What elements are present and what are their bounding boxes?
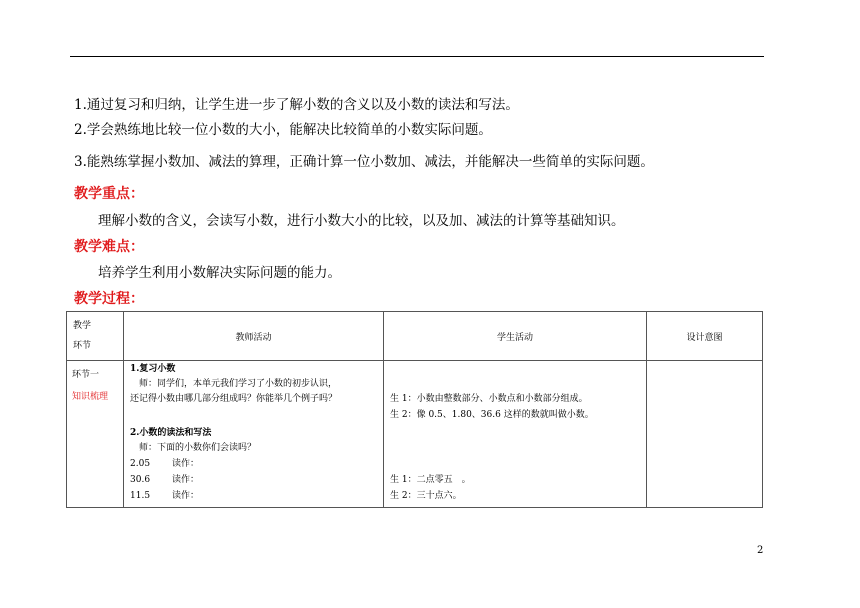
student-cell [384, 361, 647, 508]
lesson-table [66, 311, 763, 508]
reading-number: 2.05 [130, 459, 151, 469]
key-points-text: 理解小数的含义，会读写小数，进行小数大小的比较，以及加、减法的计算等基础知识。 [98, 213, 625, 229]
teacher-line: 还记得小数由哪几部分组成吗？你能举几个例子吗？ [130, 394, 338, 404]
objective-1: 1.通过复习和归纳，让学生进一步了解小数的含义以及小数的读法和写法。 [74, 97, 519, 113]
reading-row [130, 474, 200, 487]
objective-2: 2.学会熟练地比较一位小数的大小，能解决比较简单的小数实际问题。 [74, 122, 492, 138]
header-teacher: 教师活动 [124, 312, 384, 361]
header-student: 学生活动 [384, 312, 647, 361]
teacher-section-1-title: 1.复习小数 [130, 364, 176, 374]
objective-3: 3.能熟练掌握小数加、减法的算理，正确计算一位小数加、减法，并能解决一些简单的实际问题。 [74, 154, 654, 170]
stage-name: 环节一 [72, 370, 100, 380]
difficulties-text: 培养学生利用小数解决实际问题的能力。 [98, 265, 341, 281]
process-heading: 教学过程： [74, 291, 144, 307]
reading-number: 30.6 [130, 475, 151, 485]
header-stage [67, 312, 124, 361]
teacher-line: 师：同学们，本单元我们学习了小数的初步认识， [130, 379, 338, 389]
header-stage-line1: 教学 [73, 321, 92, 331]
page-number: 2 [757, 545, 764, 556]
table-row [67, 361, 763, 508]
reading-label: 读作： [172, 459, 200, 469]
reading-label: 读作： [172, 475, 200, 485]
teacher-cell [124, 361, 384, 508]
teacher-line: 师：下面的小数你们会读吗？ [130, 443, 257, 453]
student-line: 生 1：二点零五 。 [390, 475, 471, 485]
table-header-row [67, 312, 763, 361]
difficulties-heading: 教学难点： [74, 239, 144, 255]
student-line: 生 2：像 0.5、1.80、36.6 这样的数就叫做小数。 [390, 410, 594, 420]
student-line: 生 1：小数由整数部分、小数点和小数部分组成。 [390, 394, 588, 404]
reading-row [130, 490, 200, 503]
reading-number: 11.5 [130, 491, 151, 501]
header-stage-line2: 环节 [73, 341, 92, 351]
stage-cell [67, 361, 124, 508]
design-cell [647, 361, 763, 508]
stage-subtitle: 知识梳理 [72, 392, 109, 402]
student-line: 生 2：三十点六。 [390, 491, 462, 501]
reading-label: 读作： [172, 491, 200, 501]
header-design: 设计意图 [647, 312, 763, 361]
teacher-section-2-title: 2.小数的读法和写法 [130, 428, 212, 438]
reading-row [130, 458, 200, 471]
key-points-heading: 教学重点： [74, 186, 144, 202]
header-rule [70, 56, 764, 57]
